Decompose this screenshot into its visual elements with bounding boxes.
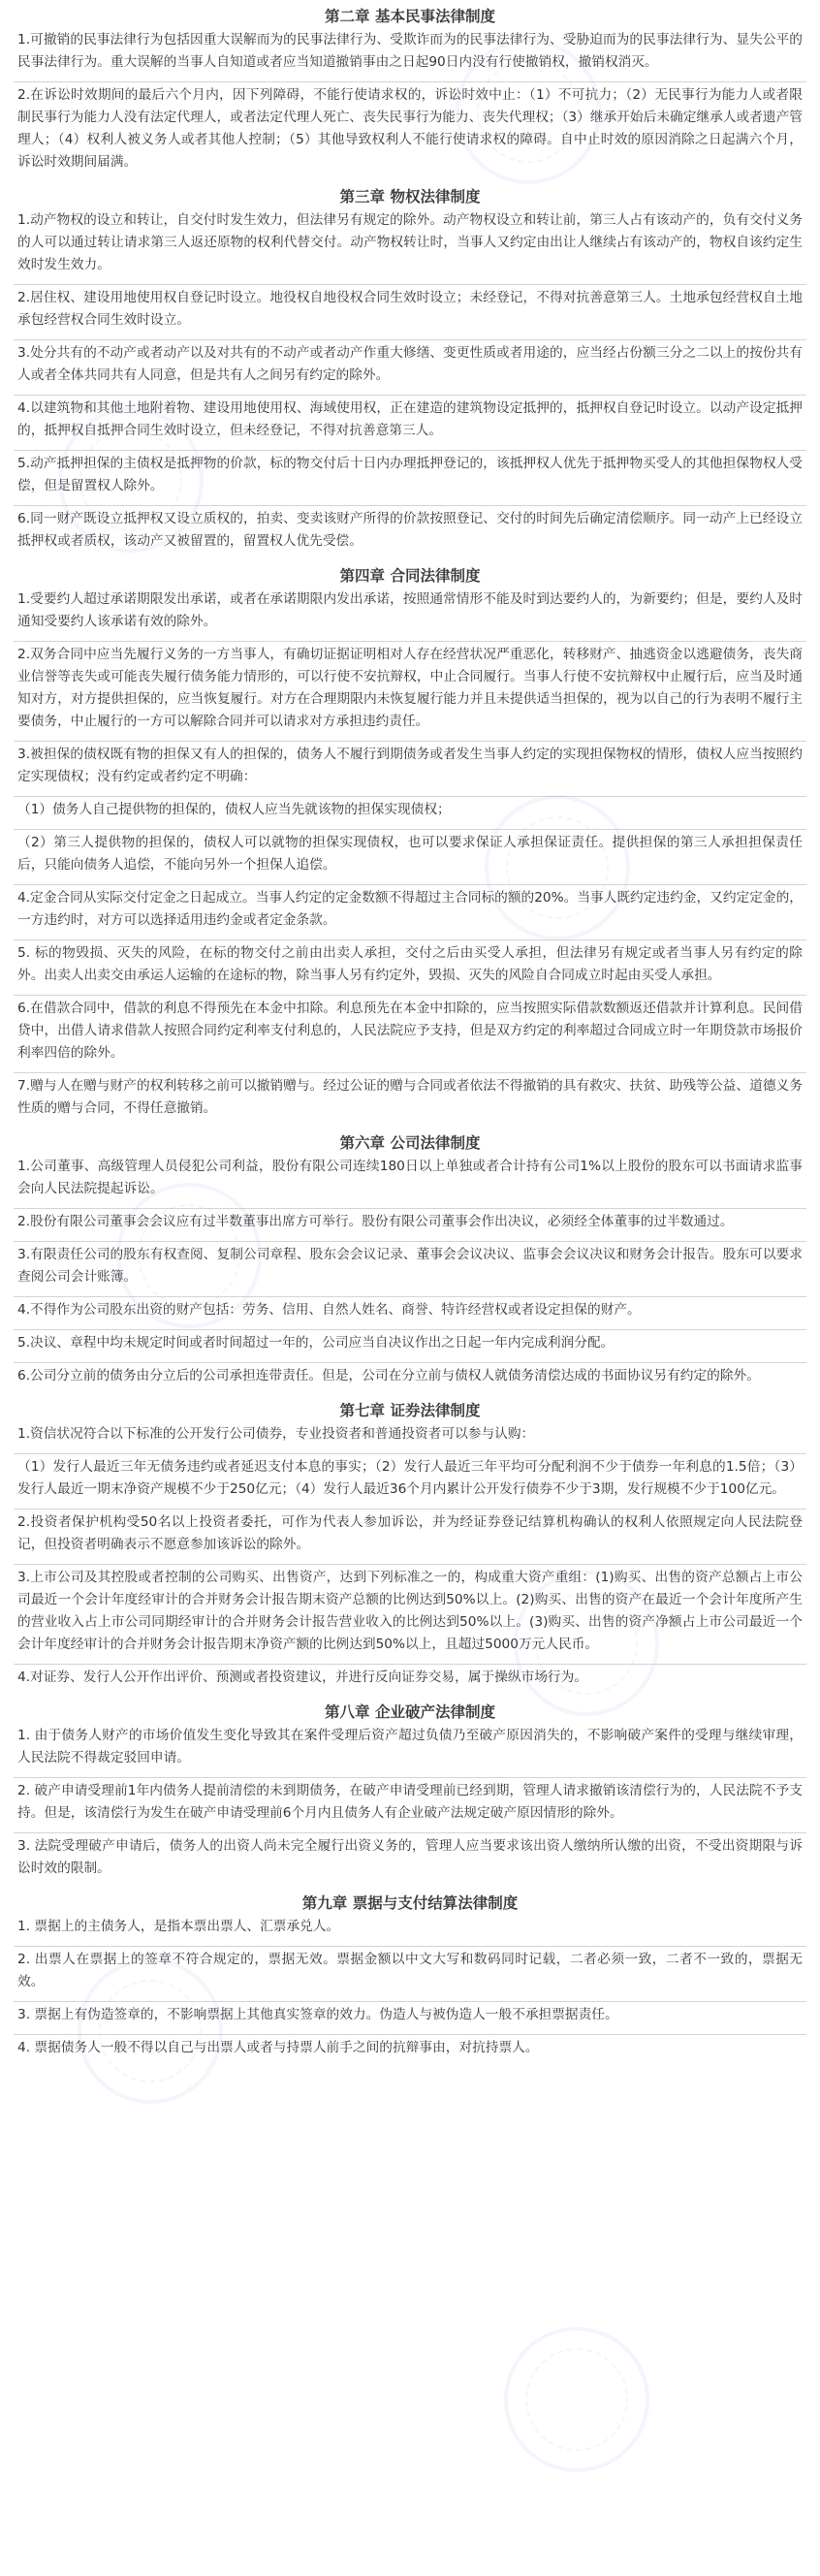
clause-paragraph: 2.股份有限公司董事会会议应有过半数董事出席方可举行。股份有限公司董事会作出决议，必须经全体董事的过半数通过。 <box>14 1209 806 1242</box>
clause-paragraph: 1.公司董事、高级管理人员侵犯公司利益，股份有限公司连续180日以上单独或者合计持有公司1%以上股份的股东可以书面请求监事会向人民法院提起诉讼。 <box>14 1154 806 1209</box>
chapter-section <box>14 4 806 181</box>
clause-paragraph: 5. 标的物毁损、灭失的风险，在标的物交付之前由出卖人承担，交付之后由买受人承担，但法律另有规定或者当事人另有约定的除外。出卖人出卖交由承运人运输的在途标的物，除当事人另有约定外，毁损、灭失的风险自合同成立时起由买受人承担。 <box>14 940 806 996</box>
chapter-section <box>14 1130 806 1395</box>
clause-paragraph: 2.居住权、建设用地使用权自登记时设立。地役权自地役权合同生效时设立；未经登记，不得对抗善意第三人。土地承包经营权自土地承包经营权合同生效时设立。 <box>14 285 806 340</box>
clause-paragraph: 2. 破产申请受理前1年内债务人提前清偿的未到期债务，在破产申请受理前已经到期，管理人请求撤销该清偿行为的，人民法院不予支持。但是，该清偿行为发生在破产申请受理前6个月内且债务人有企业破产法规定破产原因情形的除外。 <box>14 1778 806 1833</box>
clause-paragraph: 2.投资者保护机构受50名以上投资者委托，可作为代表人参加诉讼，并为经证券登记结算机构确认的权利人依照规定向人民法院登记，但投资者明确表示不愿意参加该诉讼的除外。 <box>14 1510 806 1565</box>
chapter-section <box>14 1700 806 1888</box>
clause-paragraph: （1）债务人自己提供物的担保的，债权人应当先就该物的担保实现债权； <box>14 797 806 830</box>
clause-paragraph: 4.对证券、发行人公开作出评价、预测或者投资建议，并进行反向证券交易，属于操纵市场行为。 <box>17 1670 587 1685</box>
clause-paragraph: 3.上市公司及其控股或者控制的公司购买、出售资产，达到下列标准之一的，构成重大资产重组：(1)购买、出售的资产总额占上市公司最近一个会计年度经审计的合并财务会计报告期末资产总额的比例达到50%以上。(2)购买、出售的资产在最近一个会计年度所产生的营业收入占上市公司同期经审计的合并财务会计报告营业收入的比例达到50%以上。(3)购买、出售的资产净额占上市公司最近一个会计年度经审计的合并财务会计报告期末净资产额的比例达到50%以上，且超过5000万元人民币。 <box>14 1565 806 1665</box>
chapter-title: 第三章 物权法律制度 <box>339 188 481 206</box>
clause-paragraph: 1.受要约人超过承诺期限发出承诺，或者在承诺期限内发出承诺，按照通常情形不能及时到达要约人的，为新要约；但是，要约人及时通知受要约人该承诺有效的除外。 <box>14 587 806 642</box>
clause-paragraph: 2. 出票人在票据上的签章不符合规定的，票据无效。票据金额以中文大写和数码同时记载，二者必须一致，二者不一致的，票据无效。 <box>14 1947 806 2002</box>
clause-paragraph: 3. 票据上有伪造签章的，不影响票据上其他真实签章的效力。伪造人与被伪造人一般不承担票据责任。 <box>14 2002 806 2035</box>
clause-paragraph: 1.资信状况符合以下标准的公开发行公司债券，专业投资者和普通投资者可以参与认购： <box>14 1421 806 1454</box>
clause-paragraph: 4.以建筑物和其他土地附着物、建设用地使用权、海域使用权，正在建造的建筑物设定抵押的，抵押权自登记时设立。以动产设定抵押的，抵押权自抵押合同生效时设立，但未经登记，不得对抗善意第三人。 <box>14 396 806 451</box>
clause-paragraph: 5.决议、章程中均未规定时间或者时间超过一年的，公司应当自决议作出之日起一年内完成利润分配。 <box>14 1330 806 1363</box>
chapter-title: 第七章 证券法律制度 <box>339 1402 481 1419</box>
clause-paragraph: 2.双务合同中应当先履行义务的一方当事人，有确切证据证明相对人存在经营状况严重恶化，转移财产、抽逃资金以逃避债务，丧失商业信誉等丧失或可能丧失履行债务能力情形的，可以行使不安抗辩权，中止合同履行。当事人行使不安抗辩权中止履行后，应当及时通知对方，对方提供担保的，应当恢复履行。对方在合理期限内未恢复履行能力并且未提供适当担保的，视为以自己的行为表明不履行主要债务，中止履行的一方可以解除合同并可以请求对方承担违约责任。 <box>14 642 806 742</box>
clause-paragraph: （1）发行人最近三年无债务违约或者延迟支付本息的事实；（2）发行人最近三年平均可分配利润不少于债券一年利息的1.5倍；（3）发行人最近一期末净资产规模不少于250亿元；（4）发行人最近36个月内累计公开发行债券不少于3期，发行规模不少于100亿元。 <box>14 1454 806 1510</box>
chapter-section <box>14 1891 806 2067</box>
chapter-title: 第四章 合同法律制度 <box>339 567 481 585</box>
clause-paragraph: 3.处分共有的不动产或者动产以及对共有的不动产或者动产作重大修缮、变更性质或者用途的，应当经占份额三分之二以上的按份共有人或者全体共同共有人同意，但是共有人之间另有约定的除外。 <box>14 340 806 396</box>
chapter-section <box>14 1398 806 1697</box>
clause-paragraph: 6.在借款合同中，借款的利息不得预先在本金中扣除。利息预先在本金中扣除的，应当按照实际借款数额返还借款并计算利息。民间借贷中，出借人请求借款人按照合同约定利率支付利息的，人民法院应予支持，但是双方约定的利率超过合同成立时一年期贷款市场报价利率四倍的除外。 <box>14 996 806 1073</box>
chapter-section <box>14 563 806 1128</box>
clause-paragraph: 4. 票据债务人一般不得以自己与出票人或者与持票人前手之间的抗辩事由，对抗持票人。 <box>17 2040 539 2055</box>
clause-paragraph: 1.可撤销的民事法律行为包括因重大误解而为的民事法律行为、受欺诈而为的民事法律行为、受胁迫而为的民事法律行为、显失公平的民事法律行为。重大误解的当事人自知道或者应当知道撤销事由之日起90日内没有行使撤销权，撤销权消灭。 <box>14 27 806 82</box>
chapter-section <box>14 184 806 560</box>
chapter-title: 第二章 基本民事法律制度 <box>325 8 495 25</box>
clause-paragraph: 1. 由于债务人财产的市场价值发生变化导致其在案件受理后资产超过负债乃至破产原因消失的，不影响破产案件的受理与继续审理，人民法院不得裁定驳回申请。 <box>14 1723 806 1778</box>
chapter-title: 第八章 企业破产法律制度 <box>325 1703 495 1721</box>
clause-paragraph: 6.公司分立前的债务由分立后的公司承担连带责任。但是，公司在分立前与债权人就债务清偿达成的书面协议另有约定的除外。 <box>17 1368 760 1383</box>
chapter-title: 第六章 公司法律制度 <box>339 1134 481 1152</box>
chapter-title: 第九章 票据与支付结算法律制度 <box>301 1894 519 1912</box>
clause-paragraph: 2.在诉讼时效期间的最后六个月内，因下列障碍，不能行使请求权的，诉讼时效中止：（1）不可抗力；（2）无民事行为能力人或者限制民事行为能力人没有法定代理人，或者法定代理人死亡、丧失民事行为能力、丧失代理权；（3）继承开始后未确定继承人或者遗产管理人；（4）权利人被义务人或者其他人控制；（5）其他导致权利人不能行使请求权的障碍。自中止时效的原因消除之日起满六个月，诉讼时效期间届满。 <box>17 87 803 170</box>
clause-paragraph: 6.同一财产既设立抵押权又设立质权的，拍卖、变卖该财产所得的价款按照登记、交付的时间先后确定清偿顺序。同一动产上已经设立抵押权或者质权，该动产又被留置的，留置权人优先受偿。 <box>17 511 803 549</box>
clause-paragraph: 1.动产物权的设立和转让，自交付时发生效力，但法律另有规定的除外。动产物权设立和转让前，第三人占有该动产的，负有交付义务的人可以通过转让请求第三人返还原物的权利代替交付。动产物权转让时，当事人又约定由出让人继续占有该动产的，物权自该约定生效时发生效力。 <box>14 207 806 285</box>
clause-paragraph: 4.不得作为公司股东出资的财产包括：劳务、信用、自然人姓名、商誉、特许经营权或者设定担保的财产。 <box>14 1297 806 1330</box>
clause-paragraph: 7.赠与人在赠与财产的权利转移之前可以撤销赠与。经过公证的赠与合同或者依法不得撤销的具有救灾、扶贫、助残等公益、道德义务性质的赠与合同，不得任意撤销。 <box>17 1078 803 1116</box>
clause-paragraph: 3. 法院受理破产申请后，债务人的出资人尚未完全履行出资义务的，管理人应当要求该出资人缴纳所认缴的出资，不受出资期限与诉讼时效的限制。 <box>17 1838 803 1876</box>
clause-paragraph: 4.定金合同从实际交付定金之日起成立。当事人约定的定金数额不得超过主合同标的额的20%。当事人既约定违约金，又约定定金的，一方违约时，对方可以选择适用违约金或者定金条款。 <box>14 885 806 940</box>
clause-paragraph: （2）第三人提供物的担保的，债权人可以就物的担保实现债权，也可以要求保证人承担保证责任。提供担保的第三人承担担保责任后，只能向债务人追偿，不能向另外一个担保人追偿。 <box>14 830 806 885</box>
clause-paragraph: 3.有限责任公司的股东有权查阅、复制公司章程、股东会会议记录、董事会会议决议、监事会会议决议和财务会计报告。股东可以要求查阅公司会计账簿。 <box>14 1242 806 1297</box>
clause-paragraph: 3.被担保的债权既有物的担保又有人的担保的，债务人不履行到期债务或者发生当事人约定的实现担保物权的情形，债权人应当按照约定实现债权；没有约定或者约定不明确： <box>14 742 806 797</box>
clause-paragraph: 5.动产抵押担保的主债权是抵押物的价款，标的物交付后十日内办理抵押登记的，该抵押权人优先于抵押物买受人的其他担保物权人受偿，但是留置权人除外。 <box>14 451 806 506</box>
clause-paragraph: 1. 票据上的主债务人，是指本票出票人、汇票承兑人。 <box>14 1914 806 1947</box>
